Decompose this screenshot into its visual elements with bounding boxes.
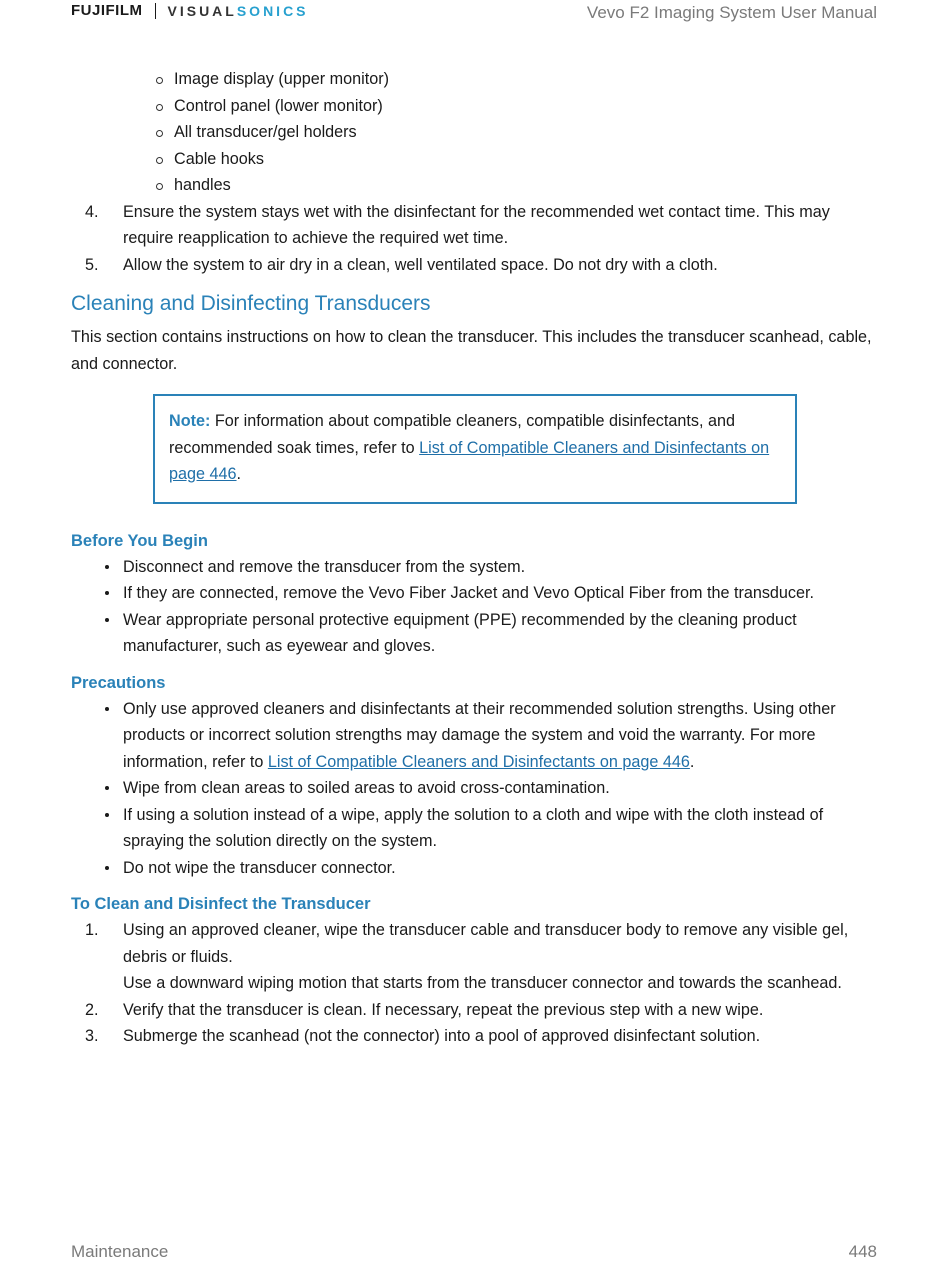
note-end: . — [236, 465, 242, 483]
precaution-end: . — [689, 752, 695, 771]
list-item: Image display (upper monitor) — [174, 66, 881, 93]
before-list — [71, 554, 881, 660]
page-number: 448 — [848, 1242, 877, 1261]
before-you-begin-heading: Before You Begin — [71, 531, 208, 550]
step-text: Verify that the transducer is clean. If necessary, repeat the previous step with a new wipe. — [123, 1000, 764, 1019]
sub-item-list — [71, 66, 881, 199]
step-item — [71, 199, 881, 252]
list-item: If using a solution instead of a wipe, apply the solution to a cloth and wipe with the cloth instead of spraying the solution directly on the system. — [123, 802, 881, 855]
list-item: Disconnect and remove the transducer from the system. — [123, 554, 881, 581]
logo-visual: VISUAL — [167, 2, 237, 19]
page-content — [71, 66, 881, 1050]
step-extra-text: Use a downward wiping motion that starts from the transducer connector and towards the scanhead. — [123, 974, 842, 992]
list-item: Wipe from clean areas to soiled areas to avoid cross-contamination. — [123, 775, 881, 802]
compatible-cleaners-link[interactable]: List of Compatible Cleaners and Disinfectants on page 446 — [169, 438, 770, 483]
fujifilm-visualsonics-logo — [71, 2, 309, 19]
compatible-cleaners-link[interactable]: List of Compatible Cleaners and Disinfectants on page 446 — [267, 752, 690, 771]
step-item — [71, 917, 881, 997]
list-item: Cable hooks — [174, 146, 881, 173]
list-item: Do not wipe the transducer connector. — [123, 855, 881, 882]
list-item: All transducer/gel holders — [174, 119, 881, 146]
note-box — [153, 394, 797, 504]
step-number: 2. — [85, 1000, 99, 1019]
step-text: Using an approved cleaner, wipe the transducer cable and transducer body to remove any visible gel, debris or fluids. — [123, 921, 849, 966]
document-title: Vevo F2 Imaging System User Manual — [586, 3, 877, 22]
step-text: Submerge the scanhead (not the connector) into a pool of approved disinfectant solution. — [123, 1027, 761, 1045]
clean-heading: To Clean and Disinfect the Transducer — [71, 895, 371, 913]
step-item — [71, 997, 881, 1024]
section-intro: This section contains instructions on how to clean the transducer. This includes the transducer scanhead, cable, and connector. — [71, 328, 872, 373]
precautions-list — [71, 696, 881, 882]
step-text: Allow the system to air dry in a clean, well ventilated space. Do not dry with a cloth. — [123, 255, 718, 274]
list-item: If they are connected, remove the Vevo Fiber Jacket and Vevo Optical Fiber from the transducer. — [123, 580, 881, 607]
step-text: Ensure the system stays wet with the disinfectant for the recommended wet contact time. This may require reapplication to achieve the required wet time. — [123, 202, 830, 247]
step-number: 5. — [85, 255, 99, 274]
footer-section: Maintenance — [71, 1242, 169, 1261]
list-item — [123, 696, 881, 776]
logo-sonics: SONICS — [236, 2, 309, 19]
list-item: Control panel (lower monitor) — [174, 93, 881, 120]
note-label: Note: — [169, 412, 211, 430]
logo-brand: FUJIFILM — [71, 2, 143, 19]
step-number: 3. — [85, 1027, 99, 1045]
step-item — [71, 1023, 881, 1050]
step-number: 1. — [85, 921, 99, 939]
step-number: 4. — [85, 202, 99, 221]
note-text: For information about compatible cleaners, compatible disinfectants, and recommended soak times, refer to — [169, 412, 735, 457]
section-heading: Cleaning and Disinfecting Transducers — [71, 292, 431, 315]
step-item — [71, 252, 881, 279]
page-header — [71, 0, 877, 30]
logo-divider — [155, 3, 156, 19]
precaution-text: Only use approved cleaners and disinfectants at their recommended solution strengths. Using other products or incorrect solution strengths may damage the system and void the warranty. For more information, refer to — [123, 699, 836, 771]
precautions-heading: Precautions — [71, 673, 166, 692]
list-item: handles — [174, 172, 881, 199]
list-item: Wear appropriate personal protective equipment (PPE) recommended by the cleaning product manufacturer, such as eyewear and gloves. — [123, 607, 881, 660]
